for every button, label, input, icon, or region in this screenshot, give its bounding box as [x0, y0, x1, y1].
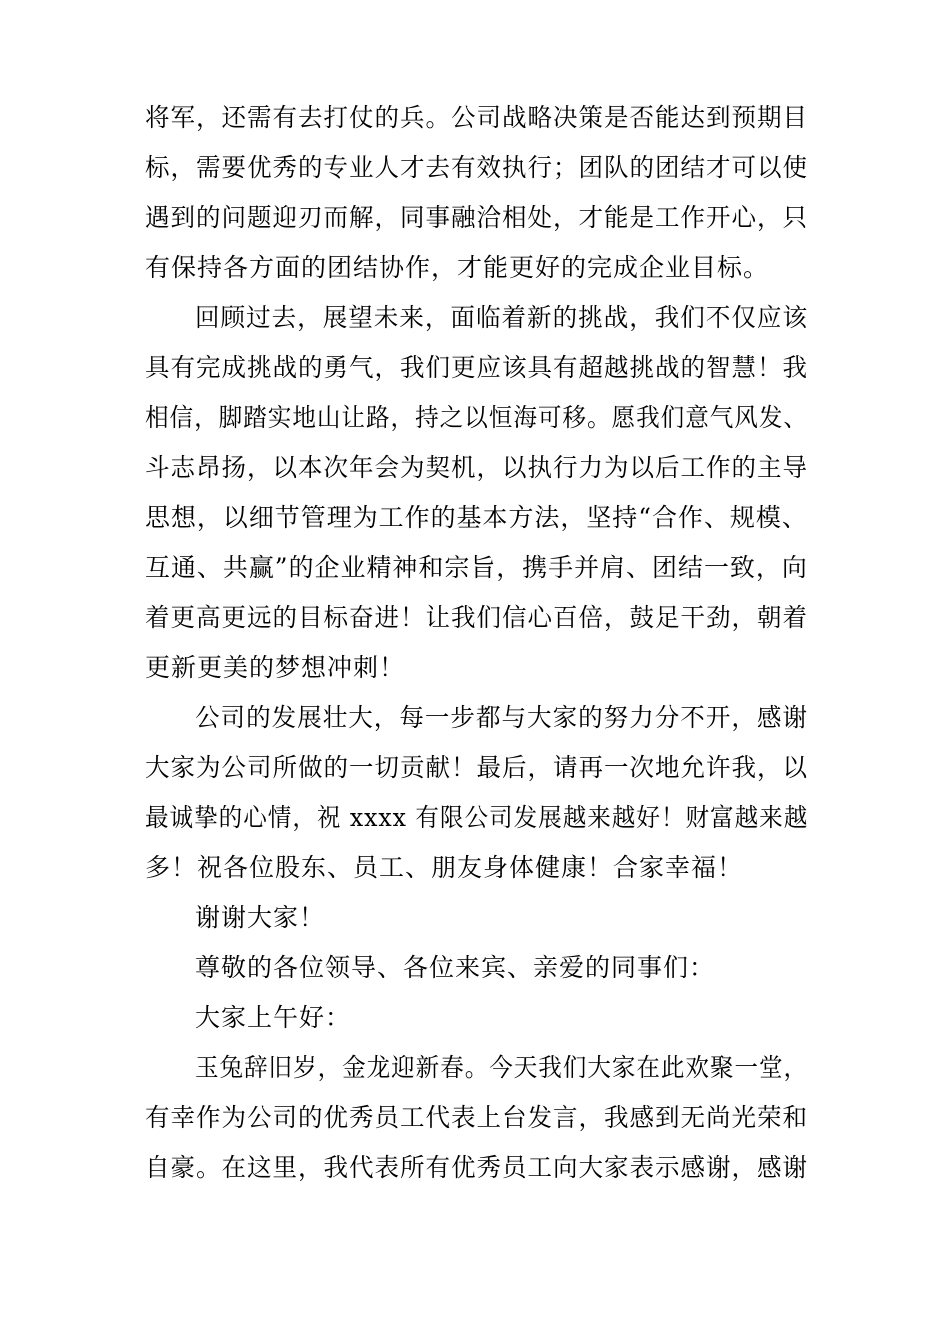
text-line: 大家为公司所做的一切贡献！最后，请再一次地允许我，以 — [145, 753, 809, 782]
text-line: 着更高更远的目标奋进！让我们信心百倍，鼓足干劲，朝着 — [145, 603, 809, 632]
text-line: 最诚挚的心情，祝 xxxx 有限公司发展越来越好！财富越来越 — [145, 803, 809, 832]
text-line: 斗志昂扬，以本次年会为契机，以执行力为以后工作的主导 — [145, 453, 809, 482]
text-line: 思想，以细节管理为工作的基本方法，坚持“合作、规模、 — [145, 503, 808, 532]
salutation-line: 尊敬的各位领导、各位来宾、亲爱的同事们： — [195, 953, 716, 982]
text-line: 相信，脚踏实地山让路，持之以恒海可移。愿我们意气风发、 — [145, 403, 808, 432]
text-line: 有幸作为公司的优秀员工代表上台发言，我感到无尚光荣和 — [145, 1103, 809, 1132]
text-line: 更新更美的梦想冲刺！ — [145, 653, 406, 682]
text-line: 自豪。在这里，我代表所有优秀员工向大家表示感谢，感谢 — [145, 1153, 809, 1182]
paragraph-start-line: 谢谢大家！ — [195, 903, 326, 932]
text-line: 有保持各方面的团结协作，才能更好的完成企业目标。 — [145, 253, 770, 282]
text-line: 将军，还需有去打仗的兵。公司战略决策是否能达到预期目 — [145, 103, 809, 132]
text-line: 遇到的问题迎刃而解，同事融洽相处，才能是工作开心，只 — [145, 203, 809, 232]
greeting-line: 大家上午好： — [195, 1003, 352, 1032]
text-line: 具有完成挑战的勇气，我们更应该具有超越挑战的智慧！我 — [145, 353, 809, 382]
text-line: 互通、共赢”的企业精神和宗旨，携手并肩、团结一致，向 — [145, 553, 808, 582]
paragraph-start-line: 回顾过去，展望未来，面临着新的挑战，我们不仅应该 — [195, 303, 809, 332]
text-line: 多！祝各位股东、员工、朋友身体健康！合家幸福！ — [145, 853, 744, 882]
text-line: 标，需要优秀的专业人才去有效执行；团队的团结才可以使 — [145, 153, 809, 182]
paragraph-start-line: 玉兔辞旧岁，金龙迎新春。今天我们大家在此欢聚一堂， — [195, 1053, 809, 1082]
paragraph-start-line: 公司的发展壮大，每一步都与大家的努力分不开，感谢 — [195, 703, 809, 732]
